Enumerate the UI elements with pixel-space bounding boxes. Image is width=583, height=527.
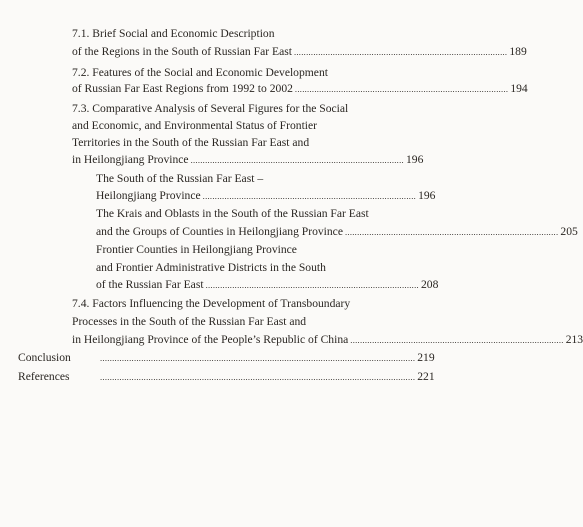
page-number: 196 [405,153,424,166]
toc-line [96,278,439,292]
toc-line [72,102,348,116]
toc-entry-text: Heilongjiang Province [96,189,201,202]
page-number: 208 [420,278,439,291]
dot-leader: .................................................................................................................................. [100,372,416,382]
toc-entry-text: and Frontier Administrative Districts in the South [96,261,326,274]
toc-entry-text: Territories in the South of the Russian Far East and [72,136,310,149]
dot-leader: ........................................................................................ [205,280,419,290]
toc-entry-text: Processes in the South of the Russian Far East and [72,315,307,328]
toc-line [96,207,369,221]
toc-line [72,27,275,41]
toc-line [18,351,435,365]
toc-entry-text: in Heilongjiang Province [72,153,189,166]
toc-entry-text: 7.4. Factors Influencing the Development of Transboundary [72,297,351,310]
toc-entry-text: in Heilongjiang Province of the People’s Republic of China [72,333,349,346]
toc-line [72,45,527,59]
dot-leader: ........................................................................................ [190,155,404,165]
toc-entry-text: The Krais and Oblasts in the South of the Russian Far East [96,207,369,220]
toc-entry-text: 7.2. Features of the Social and Economic Development [72,66,328,79]
toc-entry-text: 7.3. Comparative Analysis of Several Figures for the Social [72,102,349,115]
page-number: 219 [417,351,435,364]
dot-leader: ........................................................................................ [202,191,417,201]
dot-leader: .................................................................................................................................. [100,353,416,363]
toc-line [96,243,297,257]
toc-entry-text: of the Russian Far East [96,278,204,291]
toc-line [18,370,435,384]
toc-entry-text: References [18,370,70,383]
toc-entry-text: Conclusion [18,351,71,364]
toc-entry-text: Frontier Counties in Heilongjiang Province [96,243,297,256]
toc-line [96,189,436,203]
dot-leader: ........................................................................................ [350,335,564,345]
toc-line [72,297,350,311]
page-number: 221 [417,370,435,383]
toc-line [72,315,306,329]
toc-line [72,82,528,96]
toc-entry-text: of the Regions in the South of Russian Far East [72,45,292,58]
page-number: 194 [510,82,528,95]
toc-line [96,172,263,186]
dot-leader: ........................................................................................ [294,84,509,94]
toc-entry-text: and the Groups of Counties in Heilongjiang Province [96,225,343,238]
toc-line [72,66,328,80]
toc-entry-text: and Economic, and Environmental Status of Frontier [72,119,318,132]
toc-line [72,136,309,150]
toc-line [72,119,317,133]
page-number: 205 [560,225,578,238]
dot-leader: ........................................................................................ [344,227,559,237]
toc-entry-text: The South of the Russian Far East – [96,172,264,185]
page-number: 213 [565,333,583,346]
toc-entry-text: 7.1. Brief Social and Economic Description [72,27,275,40]
toc-line [72,153,424,167]
toc-line [96,261,326,275]
dot-leader: ........................................................................................ [293,47,508,57]
toc-line [96,225,578,239]
page-number: 196 [418,189,436,202]
toc-entry-text: of Russian Far East Regions from 1992 to 2002 [72,82,293,95]
page-number: 189 [509,45,527,58]
toc-line [72,333,583,347]
